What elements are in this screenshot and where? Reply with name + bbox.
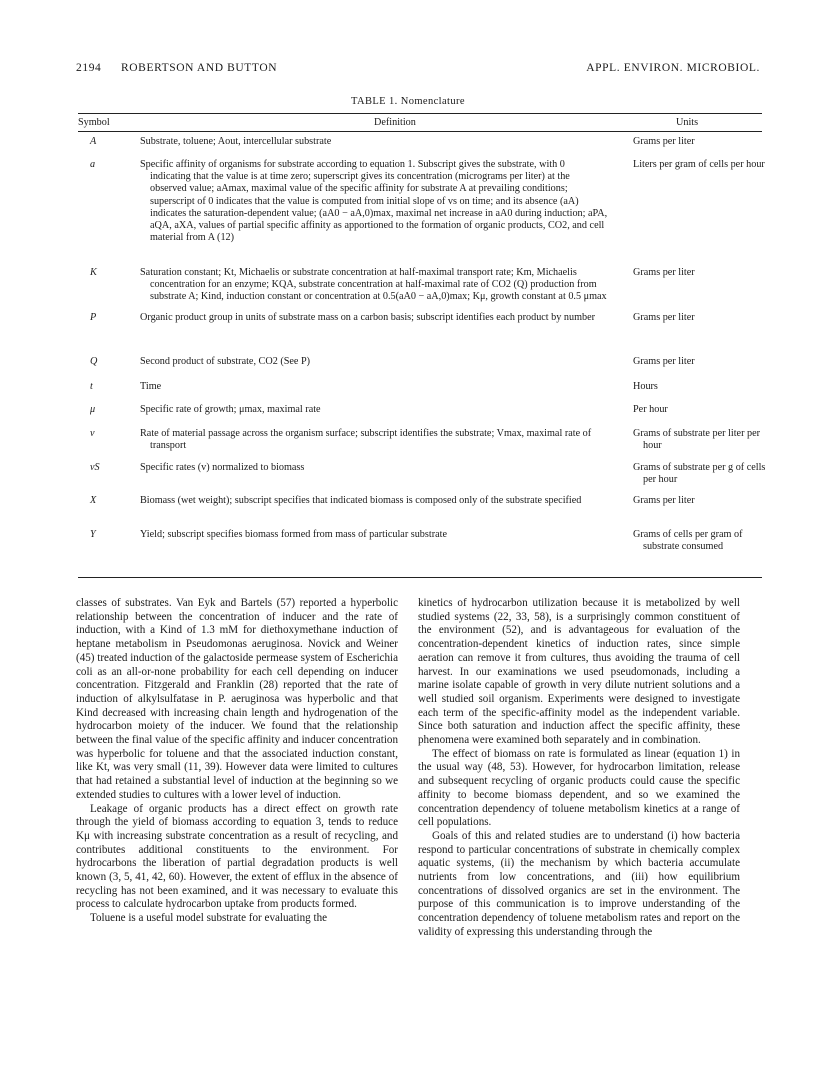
table-row (78, 495, 762, 527)
table-row (78, 136, 762, 156)
row-units: Per hour (633, 404, 668, 415)
running-authors: ROBERTSON AND BUTTON (121, 62, 278, 74)
table-row (78, 428, 762, 460)
table-bottom-rule (78, 577, 762, 578)
row-definition: Time (140, 381, 162, 392)
row-units: Hours (633, 381, 658, 392)
body-paragraph: kinetics of hydrocarbon utilization because it is metabolized by well studied systems (22, 33, 58), is a surprisingly common constituent of the environment (52), and is advantageous for evaluation of the concentration-dependent kinetics of induction rates, since simple aeration can remove it from cultures, thus avoiding the trauma of cell harvest. In our examinations we used pseudomonads, including a marine isolate capable of growth in very dilute nutrient solutions and a well studied soil organism. Experiments were designed to investigate each term of the specific-affinity model as the independent variable. Since both saturation and induction affect the specific affinity, these phenomena were examined both separately and in combination. (418, 597, 740, 747)
row-definition: Specific affinity of organisms for substrate according to equation 1. Subscript gives the substrate, with 0 indicating that the value is at time zero; superscript gives its concentration (micrograms per liter) at the observed value; aAmax, maximal value of the specific affinity for substrate A at prevailing conditions; superscript of 0 indicates that the value is computed from initial slope of vs on time; and its absence (aA) indicates the saturation-dependent value; (aA0 − aA,0)max, maximal net increase in aA0 during induction; aPA, aQA, aXA, values of partial specific affinity as apportioned to the formation of organic products, CO2, and cell material from A (12) (140, 159, 608, 244)
table-row (78, 312, 762, 354)
journal-name: APPL. ENVIRON. MICROBIOL. (586, 62, 760, 74)
row-units: Grams per liter (633, 312, 695, 323)
body-paragraph: classes of substrates. Van Eyk and Bartels (57) reported a hyperbolic relationship between the concentration of inducer and the rate of induction, with a Kind of 1.3 mM for diethoxymethane induction of heptane metabolism in Pseudomonas aeruginosa. Novick and Weiner (45) treated induction of the galactoside permease system of Escherichia coli as an all-or-none probability for each cell depending on inducer concentration. Fitzgerald and Franklin (28) reported that the rate of induction of alkylsulfatase in P. aeruginosa was hyperbolic and that Kind decreased with increasing chain length and hydrogenation of the hydrocarbon moiety of the inducer. We found that the relationship between the final value of the specific affinity and inducer concentration was hyperbolic for toluene and that the associated induction constant, like Kt, was very small (11, 39). However data were limited to cultures that had retained a substantial level of induction at the beginning so we extended studies to cultures with a lower level of induction. (76, 597, 398, 801)
header-definition: Definition (374, 117, 416, 128)
row-symbol: P (90, 312, 97, 323)
table-row (78, 267, 762, 311)
row-units: Grams of substrate per liter per hour (633, 428, 761, 452)
table-row (78, 462, 766, 494)
row-definition: Yield; subscript specifies biomass formed from mass of particular substrate (140, 529, 447, 540)
table-row (78, 356, 762, 378)
row-symbol: a (90, 159, 96, 170)
body-paragraph: The effect of biomass on rate is formulated as linear (equation 1) in the usual way (48, 53). However, for hydrocarbon limitation, release and subsequent recycling of organic products could cause the specific affinity to become biomass dependent, and so we examined the concentration dependency of toluene metabolism kinetics at a range of cell populations. (418, 747, 740, 829)
table-row (78, 529, 762, 569)
row-symbol: Y (90, 529, 96, 540)
row-units: Grams of cells per gram of substrate consumed (633, 529, 743, 553)
row-definition: Specific rate of growth; μmax, maximal rate (140, 404, 321, 415)
table-row (78, 404, 762, 426)
table-body (78, 132, 766, 576)
row-definition: Second product of substrate, CO2 (See P) (140, 356, 311, 367)
header-symbol: Symbol (78, 117, 110, 128)
row-units: Grams per liter (633, 495, 695, 506)
row-units: Grams per liter (633, 356, 695, 367)
row-symbol: Q (90, 356, 98, 367)
row-definition: Saturation constant; Kt, Michaelis or substrate concentration at half-maximal transport rate; Km, Michaelis concentration for an enzyme; KQA, substrate concentration at half-maximal rate of CO2 (Q) production from substrate A; Kind, induction constant or concentration at 0.5(aA0 − aA,0)max; Kμ, growth constant at 0.5 μmax (140, 267, 607, 303)
header-units: Units (676, 117, 699, 128)
row-symbol: X (90, 495, 97, 506)
nomenclature-table (78, 113, 766, 576)
row-units: Liters per gram of cells per hour (633, 159, 765, 170)
body-paragraph: Goals of this and related studies are to understand (i) how bacteria respond to particular concentrations of substrate in chemically complex aquatic systems, (ii) the mechanism by which bacteria accumulate nutrients from low concentrations, and (iii) how equilibrium concentrations of dissolved organics are set in the environment. The purpose of this communication is to improve understanding of the concentration dependency of toluene metabolism rates and report on the validity of expressing this understanding through the (418, 829, 740, 938)
right-column (418, 597, 740, 940)
row-units: Grams of substrate per g of cells per hour (633, 462, 766, 486)
row-definition: Organic product group in units of substrate mass on a carbon basis; subscript identifies each product by number (140, 312, 596, 323)
row-definition: Rate of material passage across the organism surface; subscript identifies the substrate; Vmax, maximal rate of transport (140, 428, 592, 452)
row-symbol: vS (90, 462, 100, 473)
row-units: Grams per liter (633, 267, 695, 278)
left-column (76, 597, 398, 926)
table-row (78, 159, 765, 265)
body-paragraph: Toluene is a useful model substrate for evaluating the (90, 912, 328, 925)
table-row (78, 381, 762, 403)
page-number: 2194 (76, 62, 102, 74)
row-definition: Biomass (wet weight); subscript specifies that indicated biomass is composed only of the substrate specified (140, 495, 582, 506)
running-header (76, 62, 760, 78)
table-title: TABLE 1. Nomenclature (351, 96, 465, 107)
row-symbol: A (90, 136, 97, 147)
row-units: Grams per liter (633, 136, 695, 147)
row-definition: Specific rates (v) normalized to biomass (140, 462, 305, 473)
row-symbol: t (90, 381, 93, 392)
row-symbol: K (90, 267, 97, 278)
table-header-row (78, 114, 762, 131)
row-definition: Substrate, toluene; Aout, intercellular substrate (140, 136, 332, 147)
row-symbol: v (90, 428, 95, 439)
row-symbol: μ (90, 404, 96, 415)
body-paragraph: Leakage of organic products has a direct effect on growth rate through the yield of biomass according to equation 3, tends to reduce Kμ with increasing substrate concentration as a result of recycling, and contributes additional constituents to the environment. For hydrocarbons the liberation of partial degradation products is well known (3, 5, 41, 42, 60). However, the extent of efflux in the absence of recycling has not been examined, and it was necessary to evaluate this process to calculate hydrocarbon uptake from products formed. (76, 802, 398, 911)
